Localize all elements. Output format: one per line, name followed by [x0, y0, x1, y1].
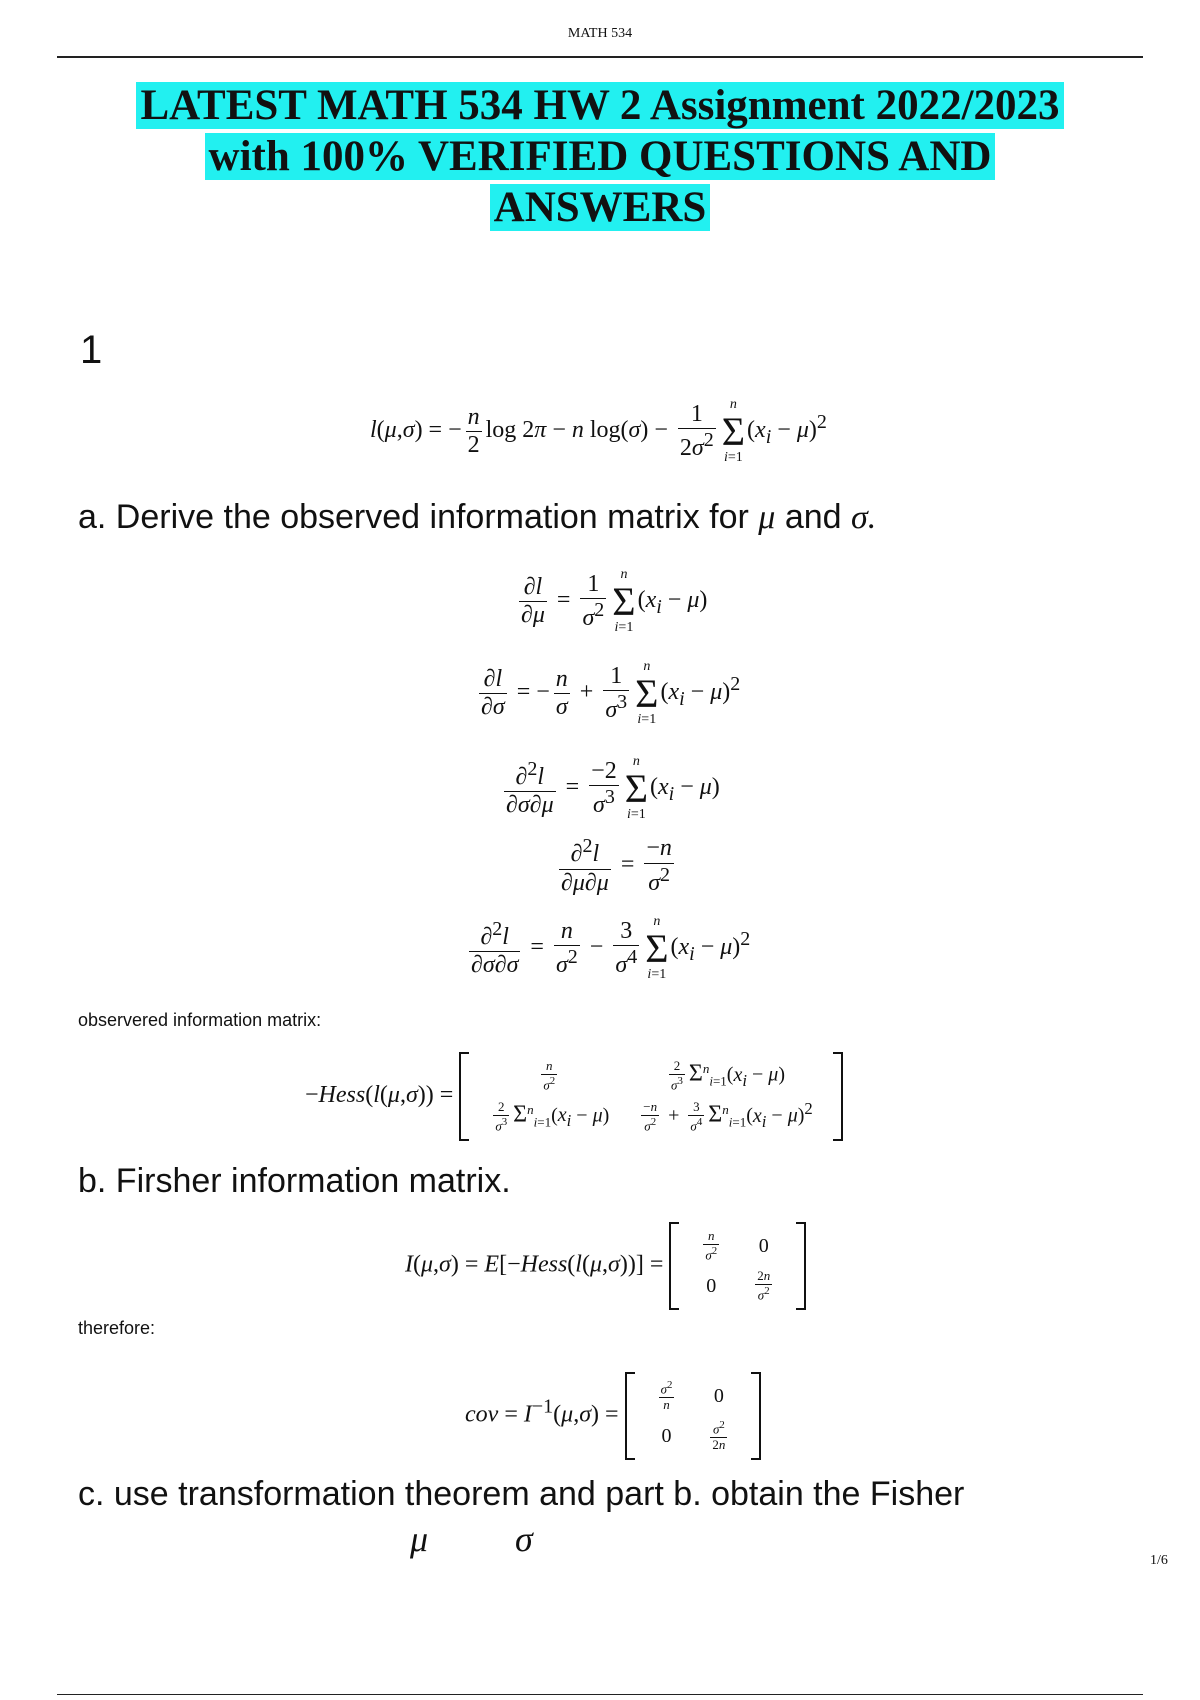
part-a-mu: μ	[758, 499, 776, 536]
part-c-question: c. use transformation theorem and part b. obtain the Fisher	[78, 1475, 965, 1513]
covariance-equation: cov = $I^{-1}(\mu,\sigma)$ = $\frac{\sigma^2}{n}$ 0 0 $\frac{\sigma^2}{2n}$	[465, 1372, 761, 1460]
second-derivative-sigma-mu: $\frac{\partial^2l}{\partial\sigma\partial\mu}$ = $\frac{-2}{\sigma^3}$ n Σ i=1 $(x_i - \mu)$	[506, 754, 720, 822]
second-derivative-mu-mu: $\frac{\partial^2l}{\partial\mu\partial\mu}$ = $\frac{-n}{\sigma^2}$	[561, 835, 672, 896]
therefore-label: therefore:	[78, 1318, 156, 1338]
fisher-information-matrix: $\frac{n}{\sigma^2}$ 0 0 $\frac{2n}{\sigma^2}$	[669, 1222, 806, 1310]
derivative-l-mu: $\frac{\partial l}{\partial\mu}$ = $\frac{1}{\sigma^2}$ n Σ i=1 $(x_i - \mu)$	[521, 567, 708, 635]
part-a-text: a. Derive the observed information matrix for	[78, 498, 749, 536]
document-title	[0, 80, 1200, 233]
footer-rule	[57, 1694, 1143, 1695]
title-line-3: ANSWERS	[490, 184, 711, 231]
observed-matrix-label: observered information matrix:	[78, 1010, 322, 1030]
part-a-question	[78, 498, 876, 537]
covariance-matrix: $\frac{\sigma^2}{n}$ 0 0 $\frac{\sigma^2}{2n}$	[625, 1372, 762, 1460]
header-rule	[57, 56, 1143, 58]
negative-hessian-matrix: $\frac{n}{\sigma^2}$ $\frac{2}{\sigma^3}$ $\Sigma^n_{i=1}(x_i - \mu)$ $\frac{2}{\sigma^3}$ $\Sigma^n_{i=1}(x_i - \mu)$ $\frac{-n}{\sigma^2}$ + $\frac{3}{\sigma^4}$ $\Sigma^n_{i=1}(x_i - \mu)^2$	[459, 1052, 842, 1141]
running-header: MATH 534	[567, 26, 633, 41]
part-b-question: b. Firsher information matrix.	[78, 1162, 511, 1200]
negative-hessian-equation: −Hess(l(μ,σ)) = $\frac{n}{\sigma^2}$ $\frac{2}{\sigma^3}$ $\Sigma^n_{i=1}(x_i - \mu)$ $\frac{2}{\sigma^3}$ $\Sigma^n_{i=1}(x_i - \mu)$ $\frac{-n}{\sigma^2}$ + $\frac{3}{\sigma^4}$ $\Sigma^n_{i=1}(x_i - \mu)^2$	[305, 1052, 843, 1141]
question-number: 1	[80, 328, 103, 372]
page-number: 1/6	[1150, 1553, 1168, 1568]
log-likelihood-equation: l(μ,σ) = − $\frac{n}{2}$ log 2π − n log(σ) − $\frac{1}{2\sigma^2}$ n Σ i=1 $(x_i - \mu)^2$	[370, 397, 827, 465]
fisher-information-equation: I(μ,σ) = E[−Hess(l(μ,σ))] = $\frac{n}{\sigma^2}$ 0 0 $\frac{2n}{\sigma^2}$	[405, 1222, 806, 1310]
title-line-2: with 100% VERIFIED QUESTIONS AND	[205, 133, 996, 180]
part-a-and: and	[784, 498, 842, 536]
part-c-mu: μ	[410, 1519, 429, 1559]
title-line-1: LATEST MATH 534 HW 2 Assignment 2022/2023	[136, 82, 1063, 129]
part-c-sigma: σ	[515, 1519, 533, 1559]
part-a-sigma: σ.	[851, 499, 877, 536]
derivative-l-sigma: $\frac{\partial l}{\partial\sigma}$ = − $\frac{n}{\sigma}$ + $\frac{1}{\sigma^3}$ n Σ i=1 $(x_i - \mu)^2$	[481, 659, 741, 727]
second-derivative-sigma-sigma: $\frac{\partial^2l}{\partial\sigma\partial\sigma}$ = $\frac{n}{\sigma^2}$ − $\frac{3}{\sigma^4}$ n Σ i=1 $(x_i - \mu)^2$	[471, 914, 751, 982]
